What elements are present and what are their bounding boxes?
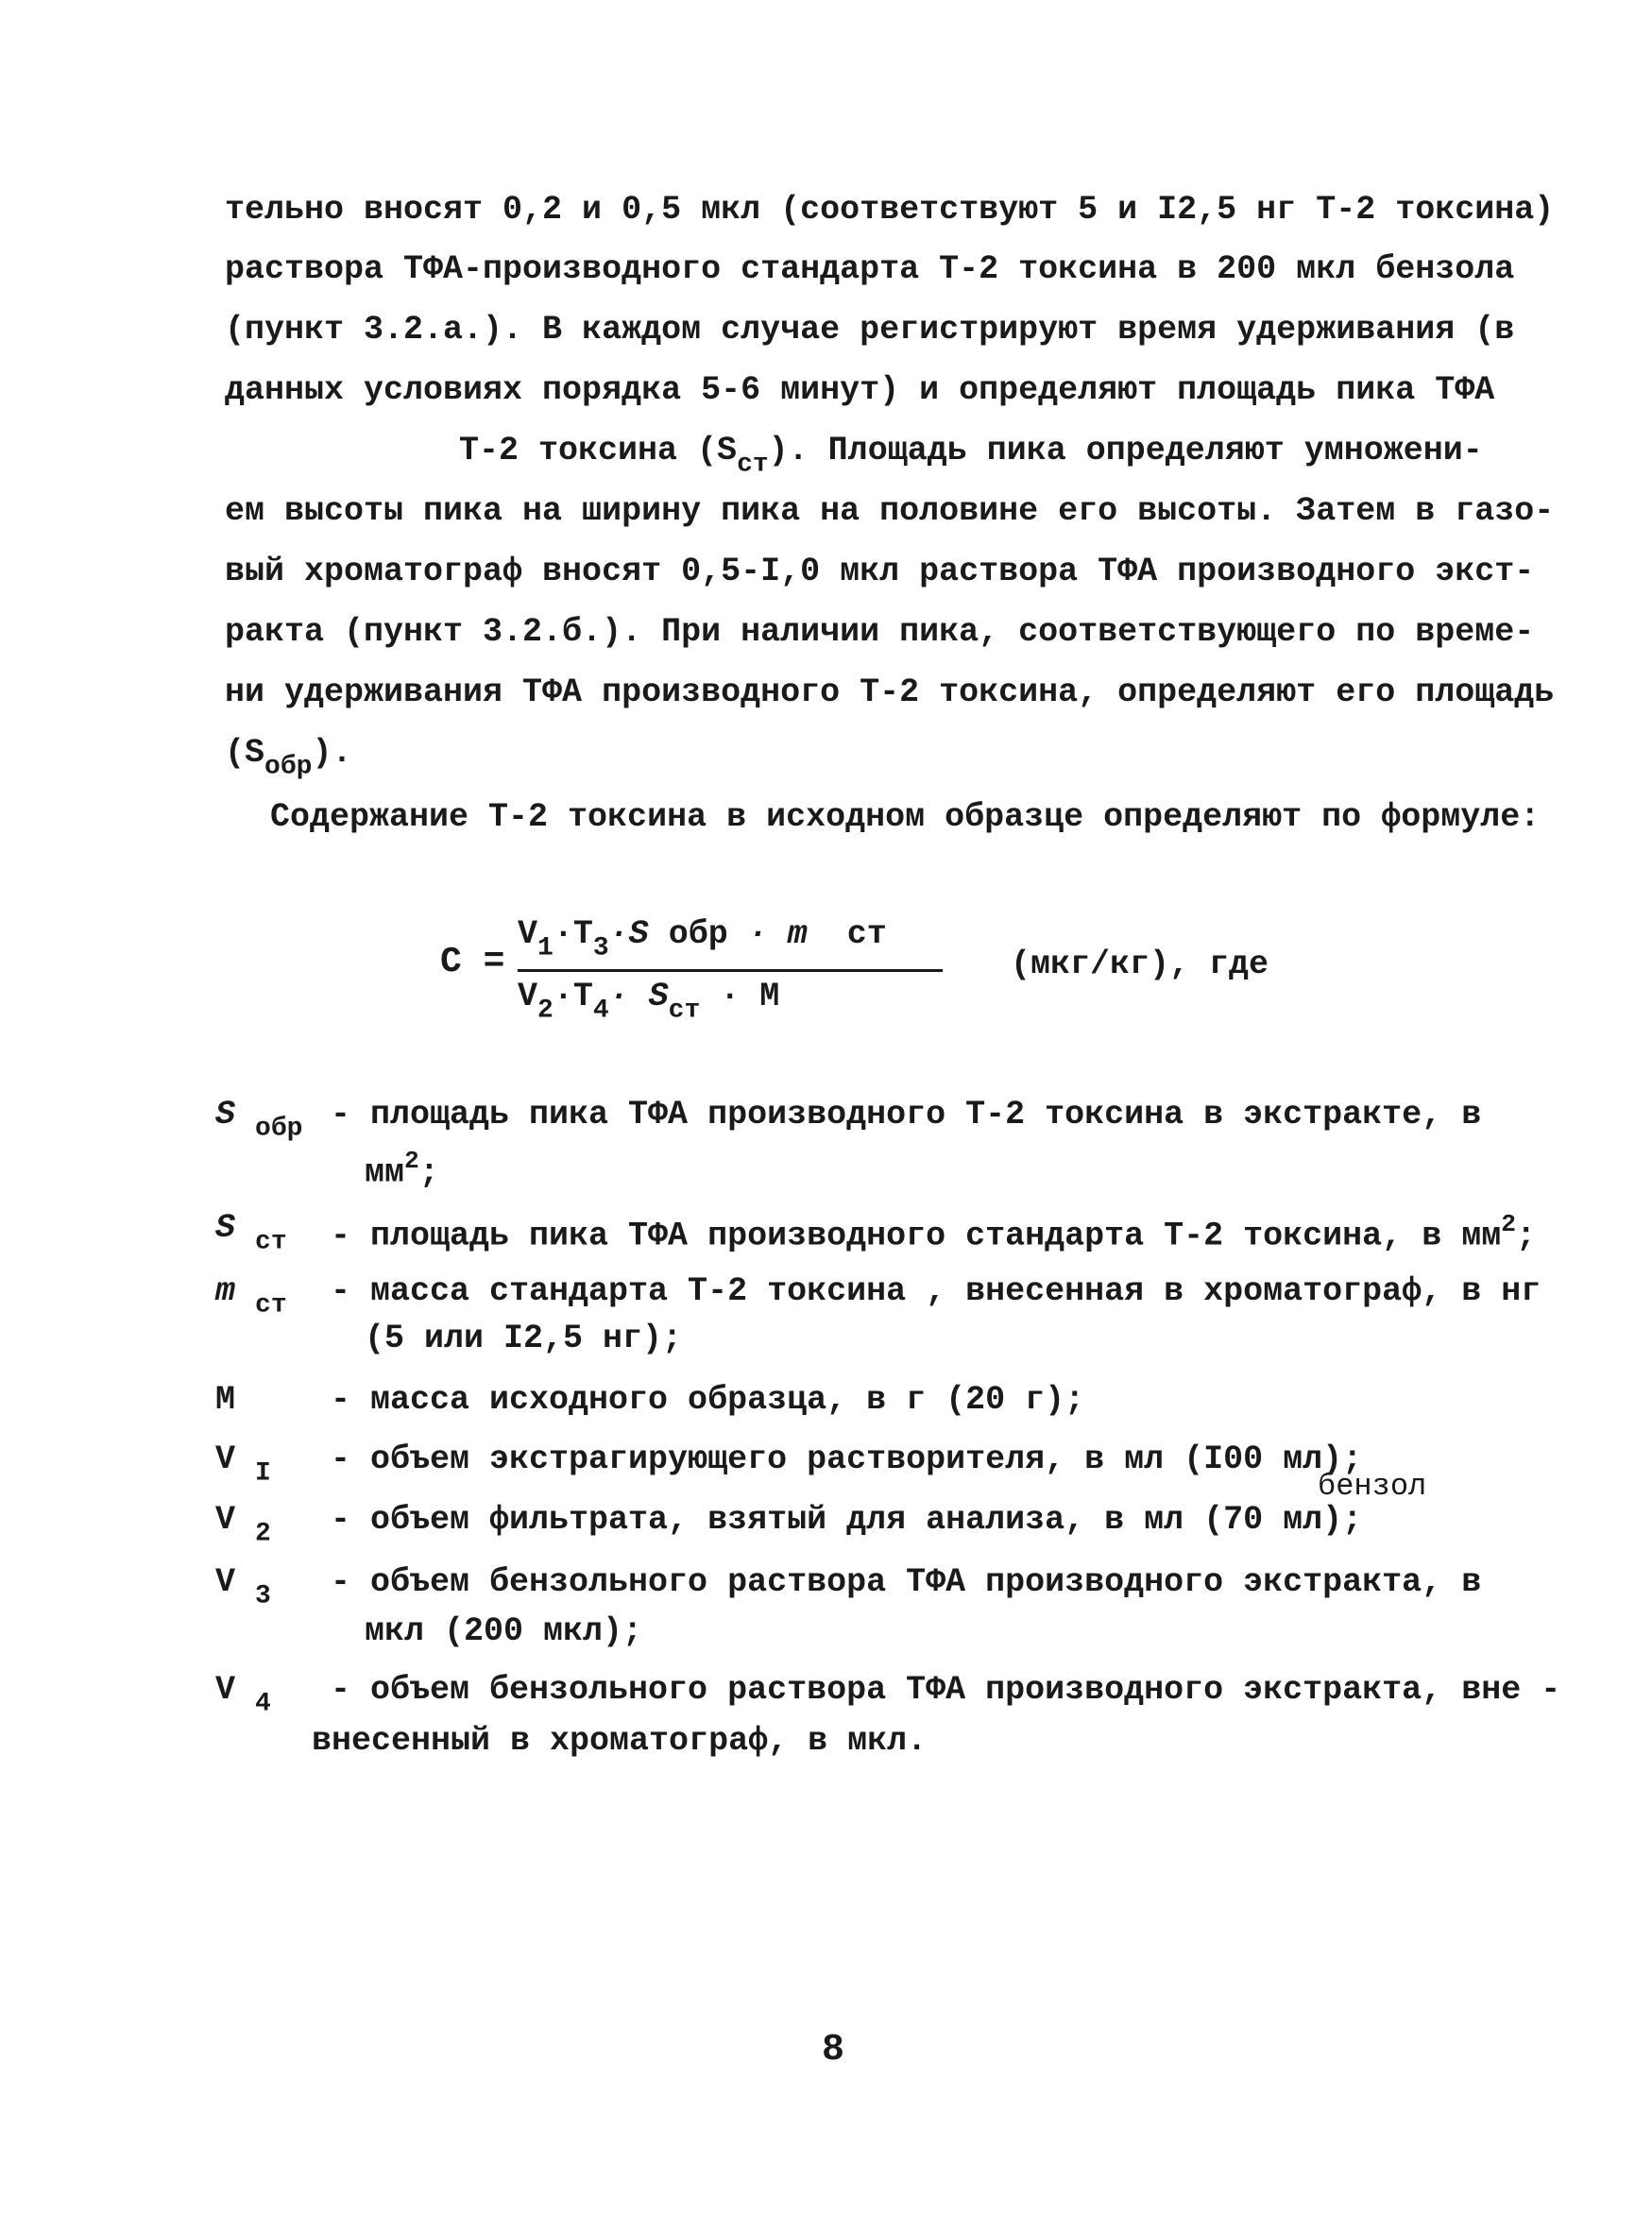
formula-units: (мкг/кг), где — [1011, 946, 1269, 983]
num-m-sub: ст — [846, 915, 887, 953]
def-symbol — [215, 1671, 271, 1719]
def-unit-tail: ; — [418, 1153, 439, 1192]
def-sub: ст — [255, 1227, 287, 1257]
def-text-cont — [365, 1147, 439, 1192]
text-line-2: раствора ТФА-производного стандарта Т-2 токсина в 200 мкл бензола — [225, 250, 1515, 288]
def-unit-tail: ; — [1515, 1217, 1536, 1255]
s-obr-subscript: обр — [264, 752, 313, 782]
page-number: 8 — [822, 2029, 845, 2071]
def-text-cont: внесенный в хроматограф, в мкл. — [312, 1722, 928, 1760]
def-sym: M — [215, 1381, 236, 1419]
fraction-bar — [518, 969, 943, 972]
def-text-cont: мкл (200 мкл); — [365, 1612, 643, 1650]
def-sym: V — [215, 1563, 236, 1601]
def-unit: мм — [365, 1153, 405, 1192]
def-sub: обр — [255, 1114, 303, 1144]
def-symbol — [215, 1563, 271, 1611]
def-sub: 3 — [255, 1581, 271, 1611]
den-m: · M — [700, 978, 780, 1015]
text-line-3: (пункт 3.2.а.). В каждом случае регистрируют время удерживания (в — [225, 311, 1515, 349]
den-s-sub: ст — [668, 996, 701, 1026]
margin-note: бензол — [1318, 1469, 1427, 1504]
s-st-subscript: ст — [737, 450, 769, 480]
text-line-5-start: Т-2 токсина (S — [459, 432, 738, 469]
formula-intro: Содержание Т-2 токсина в исходном образце определяют по формуле: — [270, 798, 1541, 836]
def-symbol — [215, 1209, 287, 1257]
formula-numerator — [518, 915, 887, 963]
def-text: - объем бензольного раствора ТФА производного экстракта, в — [331, 1563, 1482, 1601]
num-m: · m — [727, 915, 808, 953]
def-sub: ст — [255, 1290, 287, 1320]
text-line-7: вый хроматограф вносят 0,5-I,0 мкл раствора ТФА производного экст- — [225, 553, 1535, 590]
formula-denominator — [518, 980, 779, 1025]
def-sub: 2 — [255, 1519, 271, 1549]
text-line-10-start: (S — [225, 734, 265, 772]
text-line-5 — [459, 434, 1483, 479]
def-text: - объем бензольного раствора ТФА производного экстракта, вне - — [331, 1671, 1561, 1709]
text-line-8: ракта (пункт 3.2.б.). При наличии пика, соответствующего по време- — [225, 613, 1535, 651]
def-symbol — [215, 1440, 271, 1489]
den-s: · S — [608, 978, 669, 1015]
text-line-9: ни удерживания ТФА производного Т-2 токсина, определяют его площадь — [225, 673, 1555, 711]
formula-lhs: C = — [440, 942, 505, 982]
den-v-sub: 2 — [537, 996, 554, 1026]
text-line-1: тельно вносят 0,2 и 0,5 мкл (соответствуют 5 и I2,5 нг Т-2 токсина) — [225, 191, 1555, 229]
den-v: V — [518, 978, 538, 1015]
num-v-sub: 1 — [537, 933, 554, 963]
num-t: ·T — [553, 915, 593, 953]
den-t-sub: 4 — [592, 996, 609, 1026]
def-sym: S — [215, 1096, 236, 1133]
def-sub: I — [255, 1458, 271, 1489]
def-sym: V — [215, 1501, 236, 1539]
def-text: - масса исходного образца, в г (20 г); — [331, 1381, 1085, 1419]
def-text: - площадь пика ТФА производного Т-2 токсина в экстракте, в — [331, 1096, 1482, 1133]
def-sym: m — [215, 1272, 236, 1310]
num-v: V — [518, 915, 538, 953]
num-s-sub: обр — [668, 915, 728, 953]
def-unit-sup: 2 — [404, 1147, 419, 1175]
def-text-main: - площадь пика ТФА производного стандарта Т-2 токсина, в мм — [331, 1217, 1502, 1255]
text-line-6: ем высоты пика на ширину пика на половине его высоты. Затем в газо- — [225, 492, 1555, 530]
def-sym: V — [215, 1671, 236, 1709]
def-sym: V — [215, 1440, 236, 1478]
def-symbol — [215, 1501, 271, 1549]
def-text — [331, 1210, 1536, 1255]
def-symbol — [215, 1381, 236, 1419]
def-text: - объем экстрагирующего растворителя, в мл (I00 мл); — [331, 1440, 1363, 1478]
def-symbol — [215, 1272, 287, 1320]
num-t-sub: 3 — [592, 933, 609, 963]
text-line-5-end: ). Площадь пика определяют умножени- — [768, 432, 1483, 469]
def-unit-sup: 2 — [1501, 1210, 1516, 1238]
def-sub: 4 — [255, 1689, 271, 1719]
def-symbol — [215, 1096, 303, 1144]
def-text: - объем фильтрата, взятый для анализа, в мл (70 мл); — [331, 1501, 1363, 1539]
text-line-10 — [225, 734, 352, 782]
def-text: - масса стандарта Т-2 токсина , внесенная в хроматограф, в нг — [331, 1272, 1541, 1310]
den-t: ·T — [553, 978, 593, 1015]
text-line-4: данных условиях порядка 5-6 минут) и определяют площадь пика ТФА — [225, 371, 1495, 409]
text-line-10-end: ). — [312, 734, 352, 772]
def-sym: S — [215, 1209, 236, 1247]
def-text-cont: (5 или I2,5 нг); — [365, 1320, 683, 1357]
num-s: ·S — [608, 915, 649, 953]
